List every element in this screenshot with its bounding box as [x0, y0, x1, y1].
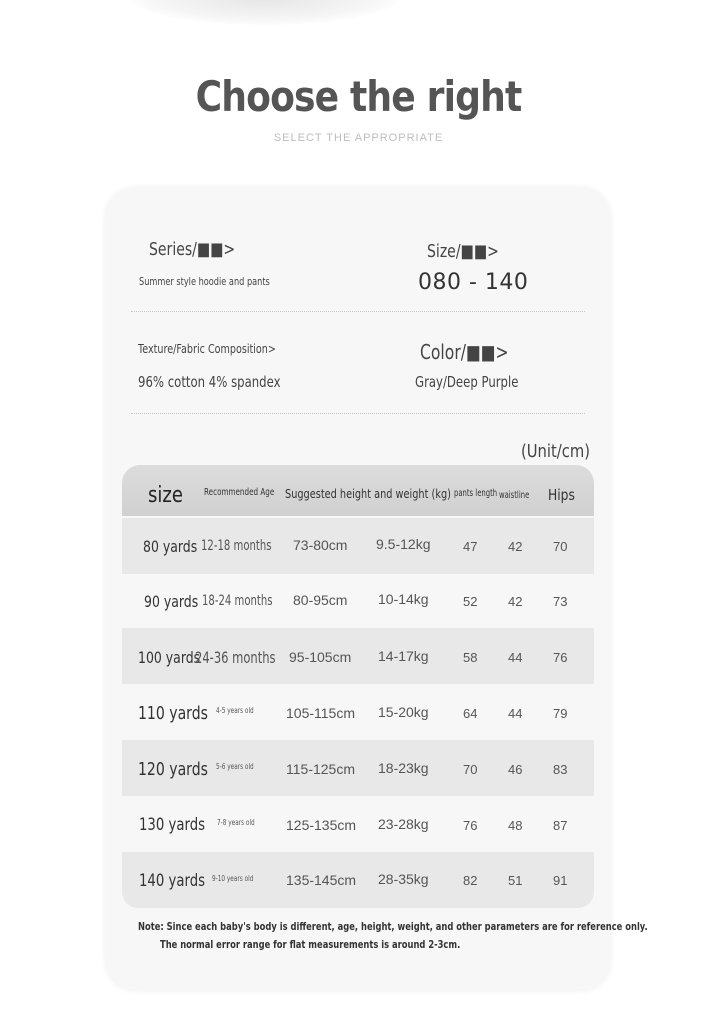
- cell-waistline: 48: [508, 818, 523, 833]
- cell-weight: 28-35kg: [378, 871, 429, 887]
- reference-note: Note: Since each baby's body is different, age, height, weight, and other parameters are for reference only.: [138, 920, 648, 933]
- cell-pants-length: 64: [463, 706, 478, 721]
- cell-waistline: 44: [508, 650, 523, 665]
- series-label: Series/■■>: [149, 239, 236, 260]
- size-range-value: 080 - 140: [418, 270, 529, 295]
- cell-age: 24-36 months: [195, 648, 276, 667]
- table-row: [122, 852, 594, 908]
- page-subtitle: SELECT THE APPROPRIATE: [273, 132, 444, 144]
- cell-age: 5-6 years old: [216, 762, 254, 771]
- cell-size: 110 yards: [138, 703, 208, 724]
- cell-weight: 14-17kg: [378, 648, 429, 664]
- page-title: Choose the right: [195, 72, 522, 121]
- cell-hips: 79: [553, 706, 568, 721]
- table-row: [122, 628, 594, 684]
- header-size: size: [148, 483, 183, 508]
- cell-weight: 15-20kg: [378, 704, 429, 720]
- cell-size: 120 yards: [138, 759, 208, 780]
- table-row: [122, 740, 594, 796]
- cell-size: 140 yards: [139, 871, 206, 891]
- cell-weight: 23-28kg: [378, 816, 429, 832]
- cell-size: 80 yards: [143, 537, 198, 556]
- fabric-label: Texture/Fabric Composition>: [138, 342, 276, 356]
- cell-age: 9-10 years old: [212, 874, 254, 883]
- cell-size: 90 yards: [144, 592, 199, 611]
- header-age: Recommended Age: [204, 487, 275, 498]
- header-height-weight: Suggested height and weight (kg): [285, 486, 451, 501]
- error-range-note: The normal error range for flat measurements is around 2-3cm.: [160, 938, 461, 951]
- cell-pants-length: 58: [463, 650, 478, 665]
- table-row: [122, 796, 594, 852]
- cell-height: 115-125cm: [286, 761, 356, 777]
- cell-height: 125-135cm: [286, 817, 357, 833]
- cell-hips: 73: [553, 594, 568, 609]
- cell-pants-length: 76: [463, 818, 478, 833]
- unit-label: (Unit/cm): [521, 441, 591, 462]
- cell-pants-length: 70: [463, 762, 478, 777]
- cell-waistline: 42: [508, 594, 523, 609]
- cell-height: 73-80cm: [293, 537, 348, 553]
- series-value: Summer style hoodie and pants: [139, 276, 270, 288]
- header-hips: Hips: [548, 486, 575, 504]
- cell-weight: 10-14kg: [378, 591, 429, 607]
- cell-age: 18-24 months: [202, 593, 273, 609]
- cell-height: 80-95cm: [293, 592, 348, 608]
- color-label: Color/■■>: [420, 340, 509, 364]
- table-row: [122, 518, 594, 574]
- header-waistline: waistline: [499, 490, 530, 501]
- cell-waistline: 46: [508, 762, 523, 777]
- cell-hips: 83: [553, 762, 568, 777]
- cell-waistline: 44: [508, 706, 523, 721]
- table-row: [122, 573, 594, 629]
- dotted-divider: [131, 311, 585, 312]
- cell-age: 12-18 months: [201, 538, 272, 554]
- dotted-divider: [131, 413, 585, 414]
- cell-hips: 91: [553, 873, 568, 888]
- cell-pants-length: 82: [463, 873, 478, 888]
- color-value: Gray/Deep Purple: [415, 373, 519, 391]
- cell-size: 130 yards: [139, 815, 206, 835]
- cell-pants-length: 52: [463, 594, 478, 609]
- cell-height: 135-145cm: [286, 872, 357, 888]
- cell-weight: 18-23kg: [378, 760, 429, 776]
- cell-weight: 9.5-12kg: [376, 536, 431, 552]
- header-pants-length: pants length: [454, 488, 498, 499]
- cell-hips: 87: [553, 818, 568, 833]
- table-row: [122, 684, 594, 740]
- decorative-shadow: [130, 0, 400, 25]
- cell-age: 4-5 years old: [216, 706, 254, 715]
- cell-height: 95-105cm: [289, 649, 352, 665]
- size-range-label: Size/■■>: [427, 241, 499, 262]
- cell-pants-length: 47: [463, 539, 478, 554]
- cell-waistline: 42: [508, 539, 523, 554]
- cell-hips: 76: [553, 650, 568, 665]
- cell-hips: 70: [553, 539, 568, 554]
- cell-size: 100 yards: [138, 648, 201, 667]
- cell-age: 7-8 years old: [217, 818, 255, 827]
- cell-waistline: 51: [508, 873, 523, 888]
- cell-height: 105-115cm: [286, 705, 356, 721]
- fabric-value: 96% cotton 4% spandex: [138, 373, 281, 391]
